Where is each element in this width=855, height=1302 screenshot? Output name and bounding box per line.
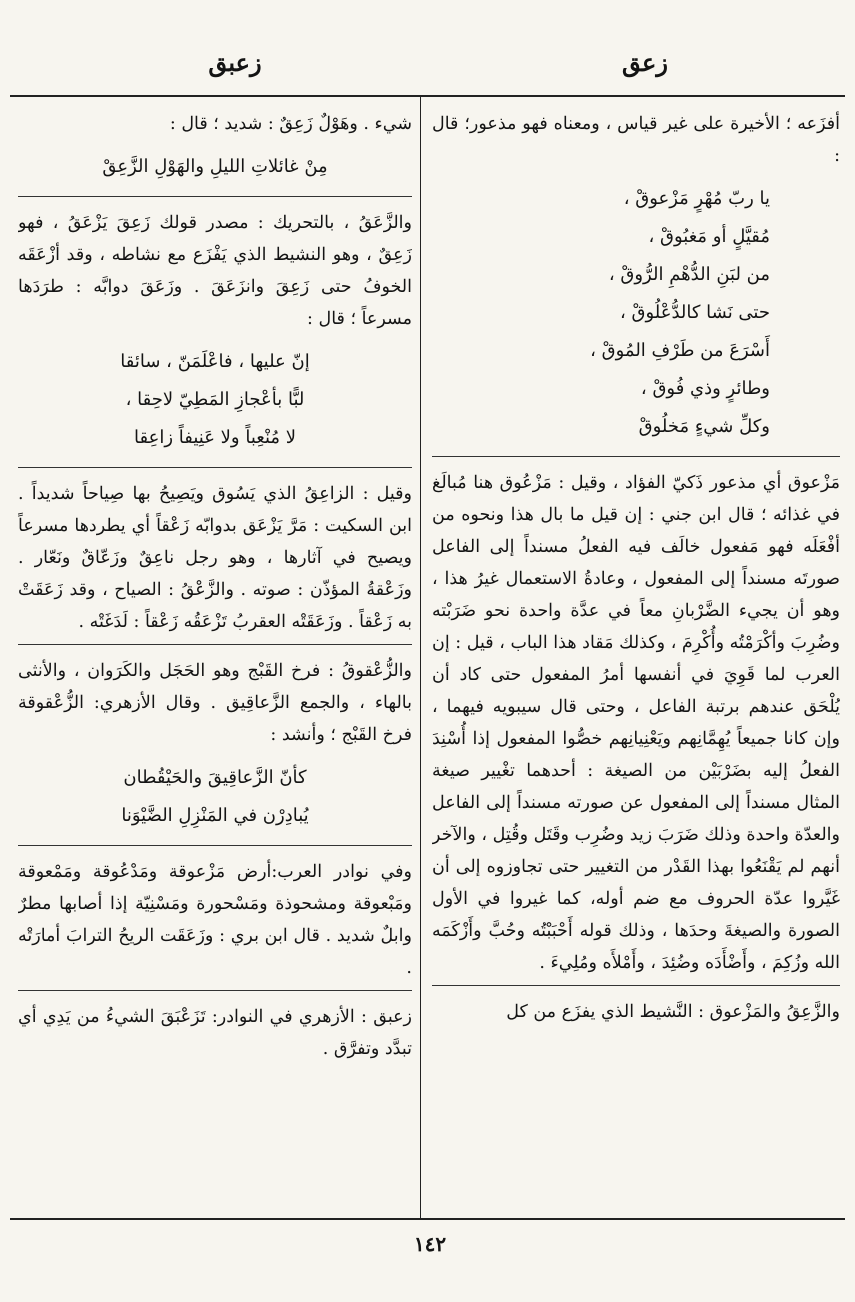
paragraph-separator bbox=[18, 990, 412, 991]
verse-line: مِنْ غائلاتِ الليلِ والهَوْلِ الزَّعِقْ bbox=[102, 156, 328, 177]
verse-line: كأنّ الزَّعاقِيقَ والحَيْقُطان bbox=[123, 767, 307, 788]
verse-line: يا ربّ مُهْرٍ مَزْعوقْ ، bbox=[623, 188, 770, 209]
paragraph-separator bbox=[18, 196, 412, 197]
page-header-right: زعق bbox=[622, 48, 668, 77]
verse-line: حتى نَشا كالدُّعْلُوقْ ، bbox=[619, 302, 770, 323]
bottom-rule bbox=[10, 1218, 845, 1220]
verse-line: لا مُنْعِباً ولا عَنِيفاً زاعِقا bbox=[134, 427, 296, 448]
column-divider bbox=[420, 96, 421, 1218]
paragraph: وقيل : الزاعِقُ الذي يَسُوق ويَصِيحُ بها صِياحاً شديداً . ابن السكيت : مَرَّ يَزْعَق بدوابّه زَعْقاً أي يطردها مسرعاً ويصيح في آثارها ، وهو رجل ناعِقٌ وزَعّاقٌ ونَعّار . وزَعْقةُ المؤذّن : صوته . والزَّعْقُ : الصياح ، وقد زَعَقَتْ به زَعْقاً . وزَعَقَتْه العقربُ تَزْعَقُه زَعْقاً : لَدَغَتْه . bbox=[18, 484, 412, 632]
paragraph: والزَّعَقُ ، بالتحريك : مصدر قولك زَعِقَ يَزْعَقُ ، فهو زَعِقٌ ، وهو النشيط الذي يَفْزَع مع نشاطه ، وقد أزْعَقَه الخوفُ حتى زَعِقَ وانزَعَقَ . وزَعَقَ دوابَّه : طرَدَها مسرعاً ؛ قال : bbox=[18, 213, 412, 329]
page-header-left: زعبق bbox=[208, 48, 262, 77]
verse-block bbox=[18, 343, 412, 457]
paragraph: مَزْعوق أي مذعور ذَكيّ الفؤاد ، وقيل : مَزْعُوق هنا مُبالَغ في غذائه ؛ قال ابن جني : إن قيل ما بال هذا ونحوه من أفْعَلَه فهو مَفعول خالَف فيه الفعلُ مسنداً إلى الفاعل صورتَه مسنداً إلى المفعول ، وعادةُ الاستعمال غيرُ هذا ، وهو أن يجيء الضَّرْبانِ معاً في عدَّة واحدة نحو ضَرَبْته وضُرِبَ وأكْرَمْتُه وأُكْرِمَ ، وكذلك مَقاد هذا الباب ، قيل : إن العرب لما قَوِيَ في أنفسها أمرُ المفعول حتى كاد أن يُلْحَق عندهم برتبة الفاعل ، وحتى قال سيبويه فيهما ، وإن كانا جميعاً يُهِمَّانِهم ويَعْنِيانِهم خصُّوا المفعول إذا أُسْنِدَ الفعلُ إليه بضَرْبَيْن من الصيغة : أحدهما تغْيير صيغة المثال مسنداً إلى المفعول عن صورته مسنداً إلى الفاعل والعدّة واحدة وذلك ضَرَبَ زيد وضُرِب وقَتَل وقُتِل ، والآخر أنهم لم يَقْنَعُوا بهذا القَدْر من التغيير حتى تجاوزوه إلى أن غَيَّروا عدّة الحروف مع ضم أوله، كما غيروا في الأول الصورة والصيغةَ وحدَها ، وذلك قوله أَحْبَبْتُه وحُبَّ وأَزْكَمَه الله وزُكِمَ ، وأَضْأَدَه وضُئِدَ ، وأَمْلأَه ومُلِيءَ . bbox=[432, 473, 840, 973]
paragraph: والزَّعِقُ والمَزْعوق : النَّشيط الذي يفزَع من كل bbox=[506, 1002, 840, 1022]
top-rule bbox=[10, 95, 845, 97]
right-column bbox=[432, 108, 840, 1208]
verse-block bbox=[432, 180, 840, 446]
paragraph: شيء . وهَوْلٌ زَعِقٌ : شديد ؛ قال : bbox=[169, 114, 412, 134]
paragraph-separator bbox=[432, 456, 840, 457]
verse-line: وكلِّ شيءٍ مَخلُوقْ bbox=[638, 416, 770, 437]
verse-line: لبًّا بأعْجازِ المَطِيّ لاحِقا ، bbox=[125, 389, 305, 410]
paragraph: وفي نوادر العرب:أرض مَزْعوقة ومَدْعُوقة ومَمْعوقة ومَبْعوقة ومشحوذة ومَسْحورة ومَسْنِيّة إذا أصابها مطرٌ وابلٌ شديد . قال ابن بري : وزَعَقَت الريحُ الترابَ أمارَتْه . bbox=[18, 862, 412, 978]
page-number: ١٤٢ bbox=[413, 1232, 447, 1256]
paragraph-separator bbox=[18, 845, 412, 846]
left-column bbox=[18, 108, 412, 1208]
paragraph-separator bbox=[18, 644, 412, 645]
verse-line: أَسْرَعَ من طَرْفِ المُوقْ ، bbox=[590, 340, 770, 361]
verse-line: يُبادِرْن في المَنْزِلِ الضَّيْوَنا bbox=[121, 805, 309, 826]
paragraph-separator bbox=[432, 985, 840, 986]
paragraph: والزُّعْقوقُ : فرخ القَبْج وهو الحَجَل والكَرَوان ، والأنثى بالهاء ، والجمع الزَّعاقِيق . وقال الأزهري: الزُّعْقوقة فرخ القَبْج ؛ وأنشد : bbox=[18, 661, 412, 745]
paragraph: أفزَعه ؛ الأخيرة على غير قياس ، ومعناه فهو مذعور؛ قال : bbox=[432, 114, 840, 166]
verse-line: إنّ عليها ، فاعْلَمَنّ ، سائقا bbox=[120, 351, 310, 372]
verse-block bbox=[18, 148, 412, 186]
verse-line: من لبَنِ الدُّهْمِ الرُّوقْ ، bbox=[608, 264, 770, 285]
paragraph: زعبق : الأزهري في النوادر: تَزَعْبَقَ الشيءُ من يَدِي أي تبدَّد وتفرَّق . bbox=[18, 1007, 412, 1059]
verse-line: مُقيَّلٍ أو مَغبُوقْ ، bbox=[648, 226, 770, 247]
verse-block bbox=[18, 759, 412, 835]
paragraph-separator bbox=[18, 467, 412, 468]
verse-line: وطائرٍ وذي فُوقْ ، bbox=[640, 378, 770, 399]
